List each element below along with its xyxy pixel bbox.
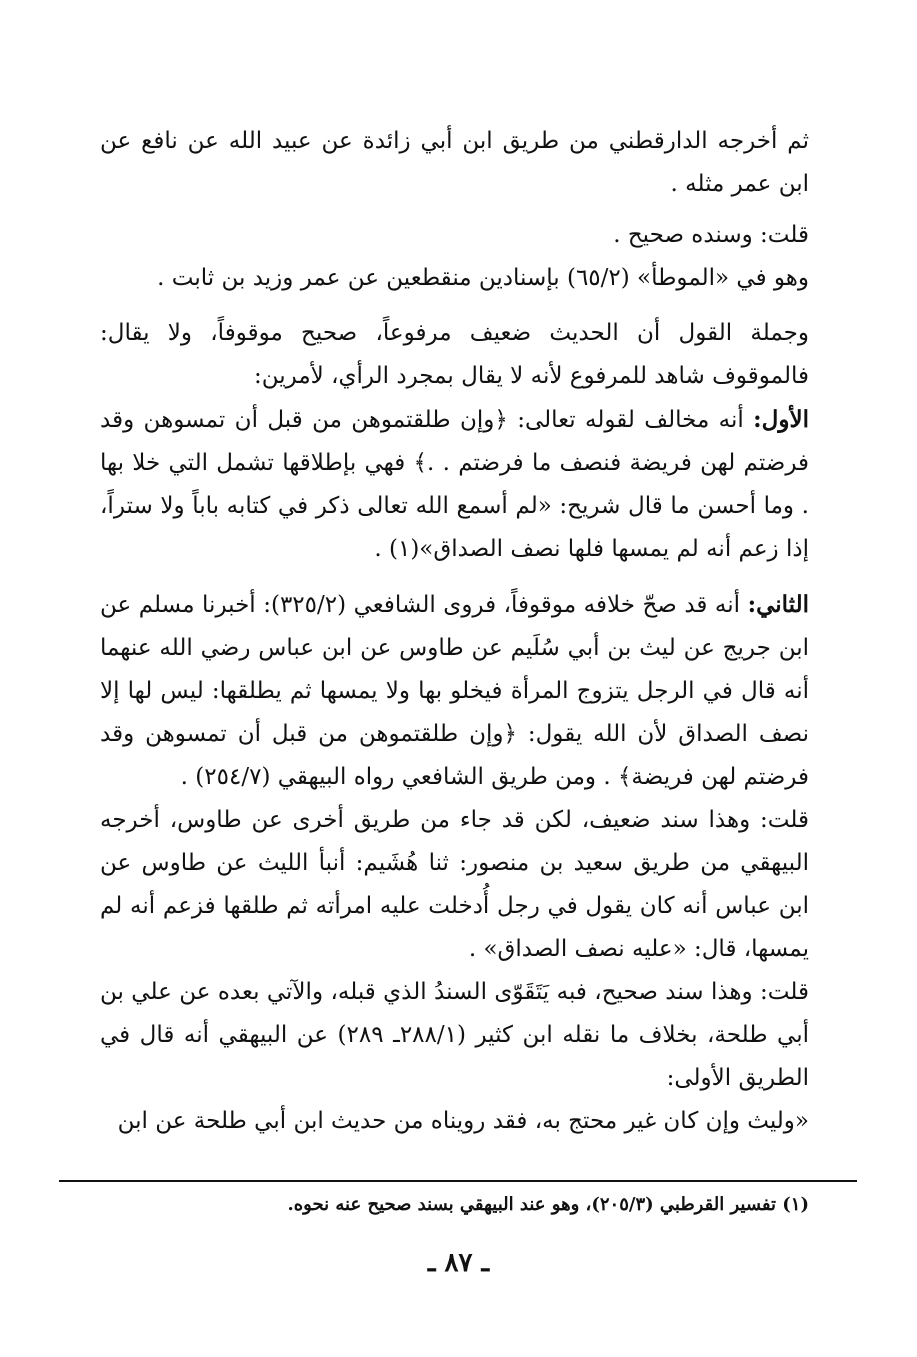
paragraph-lead: الأول: <box>753 406 809 433</box>
paragraph-text: ثم أخرجه الدارقطني من طريق ابن أبي زائدة عن عبيد الله عن نافع عن ابن عمر مثله . <box>100 128 809 197</box>
paragraph <box>100 120 809 206</box>
paragraph-text: قلت: وهذا سند صحيح، فبه يَتَقَوّى السندُ الذي قبله، والآتي بعده عن علي بن أبي طلحة، بخلاف ما نقله ابن كثير (٢٨٨/١ـ ٢٨٩) عن البيهقي أنه قال في الطريق الأولى: <box>100 979 810 1091</box>
paragraph <box>100 398 809 571</box>
paragraph <box>100 257 809 300</box>
paragraph-text: أنه مخالف لقوله تعالى: ﴿وإن طلقتموهن من قبل أن تمسوهن وقد فرضتم لهن فريضة فنصف ما فرضتم . .﴾ فهي بإطلاقها تشمل التي خلا بها . وما أحسن ما قال شريح: «لم أسمع الله تعالى ذكر في كتابه باباً ولا ستراً، إذا زعم أنه لم يمسها فلها نصف الصداق»(١) . <box>100 407 809 562</box>
main-text <box>100 120 809 1143</box>
footnote-separator <box>59 1180 857 1182</box>
paragraph <box>100 971 809 1100</box>
paragraph-text: أنه قد صحّ خلافه موقوفاً، فروى الشافعي (٣٢٥/٢): أخبرنا مسلم عن ابن جريج عن ليث بن أبي سُلَيم عن طاوس عن ابن عباس رضي الله عنهما أنه قال في الرجل يتزوج المرأة فيخلو بها ولا يمسها ثم يطلقها: ليس لها إلا نصف الصداق لأن الله يقول: ﴿وإن طلقتموهن من قبل أن تمسوهن وقد فرضتم لهن فريضة﴾ . ومن طريق الشافعي رواه البيهقي (٢٥٤/٧) . <box>100 592 809 790</box>
paragraph <box>100 799 809 971</box>
paragraph <box>100 214 809 257</box>
paragraph-text: «وليث وإن كان غير محتج به، فقد رويناه من حديث ابن أبي طلحة عن ابن <box>117 1108 809 1134</box>
paragraph-text: وهو في «الموطأ» (٦٥/٢) بإسنادين منقطعين عن عمر وزيد بن ثابت . <box>157 265 809 291</box>
paragraph <box>100 583 809 799</box>
paragraph <box>100 1100 809 1143</box>
page-number: ـ ٨٧ ـ <box>427 1248 490 1278</box>
paragraph <box>100 312 809 398</box>
paragraph-lead: الثاني: <box>747 591 810 618</box>
paragraph-text: وجملة القول أن الحديث ضعيف مرفوعاً، صحيح موقوفاً، ولا يقال: فالموقوف شاهد للمرفوع لأنه لا يقال بمجرد الرأي، لأمرين: <box>100 320 809 389</box>
paragraph-text: قلت: وسنده صحيح . <box>613 222 809 248</box>
paragraph-text: قلت: وهذا سند ضعيف، لكن قد جاء من طريق أخرى عن طاوس، أخرجه البيهقي من طريق سعيد بن منصور: ثنا هُشَيم: أنبأ الليث عن طاوس عن ابن عباس أنه كان يقول في رجل أُدخلت عليه امرأته ثم طلقها فزعم أنه لم يمسها، قال: «عليه نصف الصداق» . <box>100 807 809 962</box>
footnote: (١) تفسير القرطبي (٢٠٥/٣)، وهو عند البيهقي بسند صحيح عنه نحوه. <box>287 1194 809 1215</box>
